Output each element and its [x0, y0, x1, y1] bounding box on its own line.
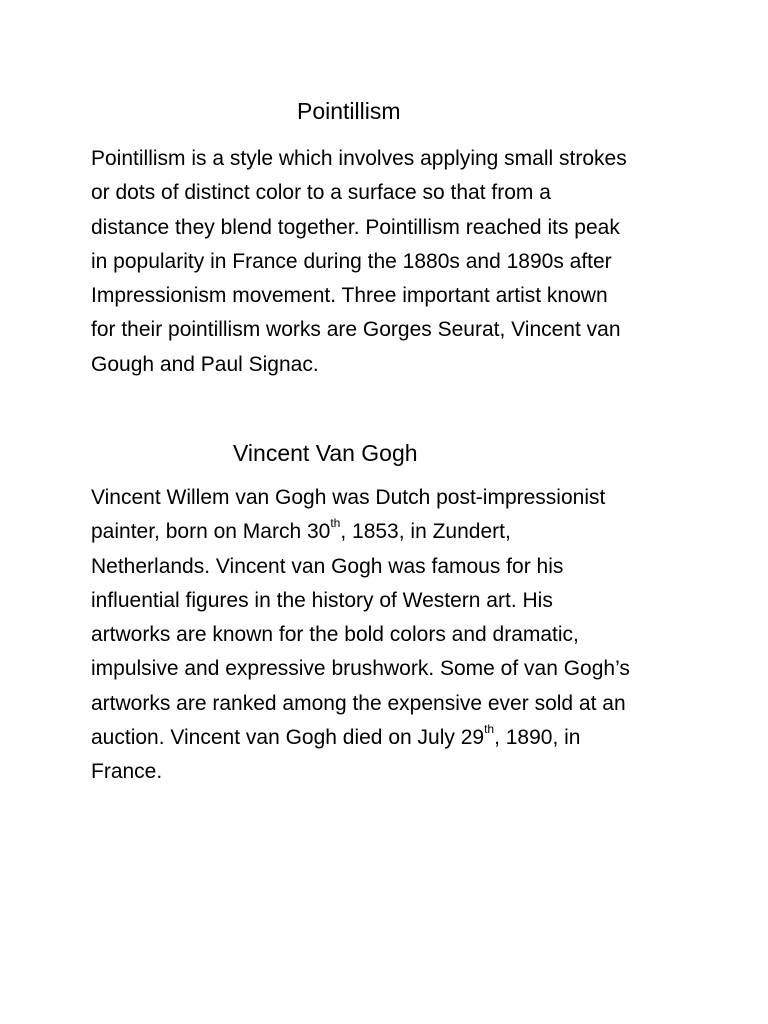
paragraph-line: Pointillism is a style which involves applying small strokes	[91, 147, 627, 170]
text-run: painter, born on March 30	[91, 520, 331, 544]
paragraph-line: distance they blend together. Pointillism reached its peak	[91, 215, 620, 239]
paragraph-line: influential figures in the history of Western art. His	[91, 588, 553, 612]
paragraph-line: Vincent Willem van Gogh was Dutch post-impressionist	[91, 486, 606, 509]
paragraph-line: France.	[91, 760, 163, 784]
text-run: auction. Vincent van Gogh died on July 29	[91, 726, 485, 750]
paragraph-line: impulsive and expressive brushwork. Some of van Gogh’s	[91, 657, 630, 681]
ordinal-superscript: th	[484, 722, 495, 737]
paragraph-line: in popularity in France during the 1880s and 1890s after	[91, 249, 612, 273]
text-run: , 1890, in	[494, 726, 581, 750]
paragraph-pointillism	[91, 142, 627, 382]
section-heading-van-gogh: Vincent Van Gogh	[233, 440, 418, 466]
paragraph-line: Gough and Paul Signac.	[91, 352, 319, 376]
ordinal-superscript: th	[330, 516, 341, 531]
paragraph-van-gogh	[91, 481, 630, 790]
paragraph-line: Impressionism movement. Three important artist known	[91, 284, 608, 308]
text-run: , 1853, in Zundert,	[340, 520, 511, 544]
paragraph-line	[91, 515, 630, 549]
paragraph-line	[91, 721, 630, 755]
paragraph-line: artworks are known for the bold colors and dramatic,	[91, 623, 579, 647]
paragraph-line: artworks are ranked among the expensive ever sold at an	[91, 691, 626, 715]
paragraph-line: or dots of distinct color to a surface so that from a	[91, 181, 551, 205]
section-heading-pointillism: Pointillism	[297, 98, 401, 124]
paragraph-line: Netherlands. Vincent van Gogh was famous for his	[91, 554, 564, 578]
paragraph-line: for their pointillism works are Gorges Seurat, Vincent van	[91, 318, 621, 342]
